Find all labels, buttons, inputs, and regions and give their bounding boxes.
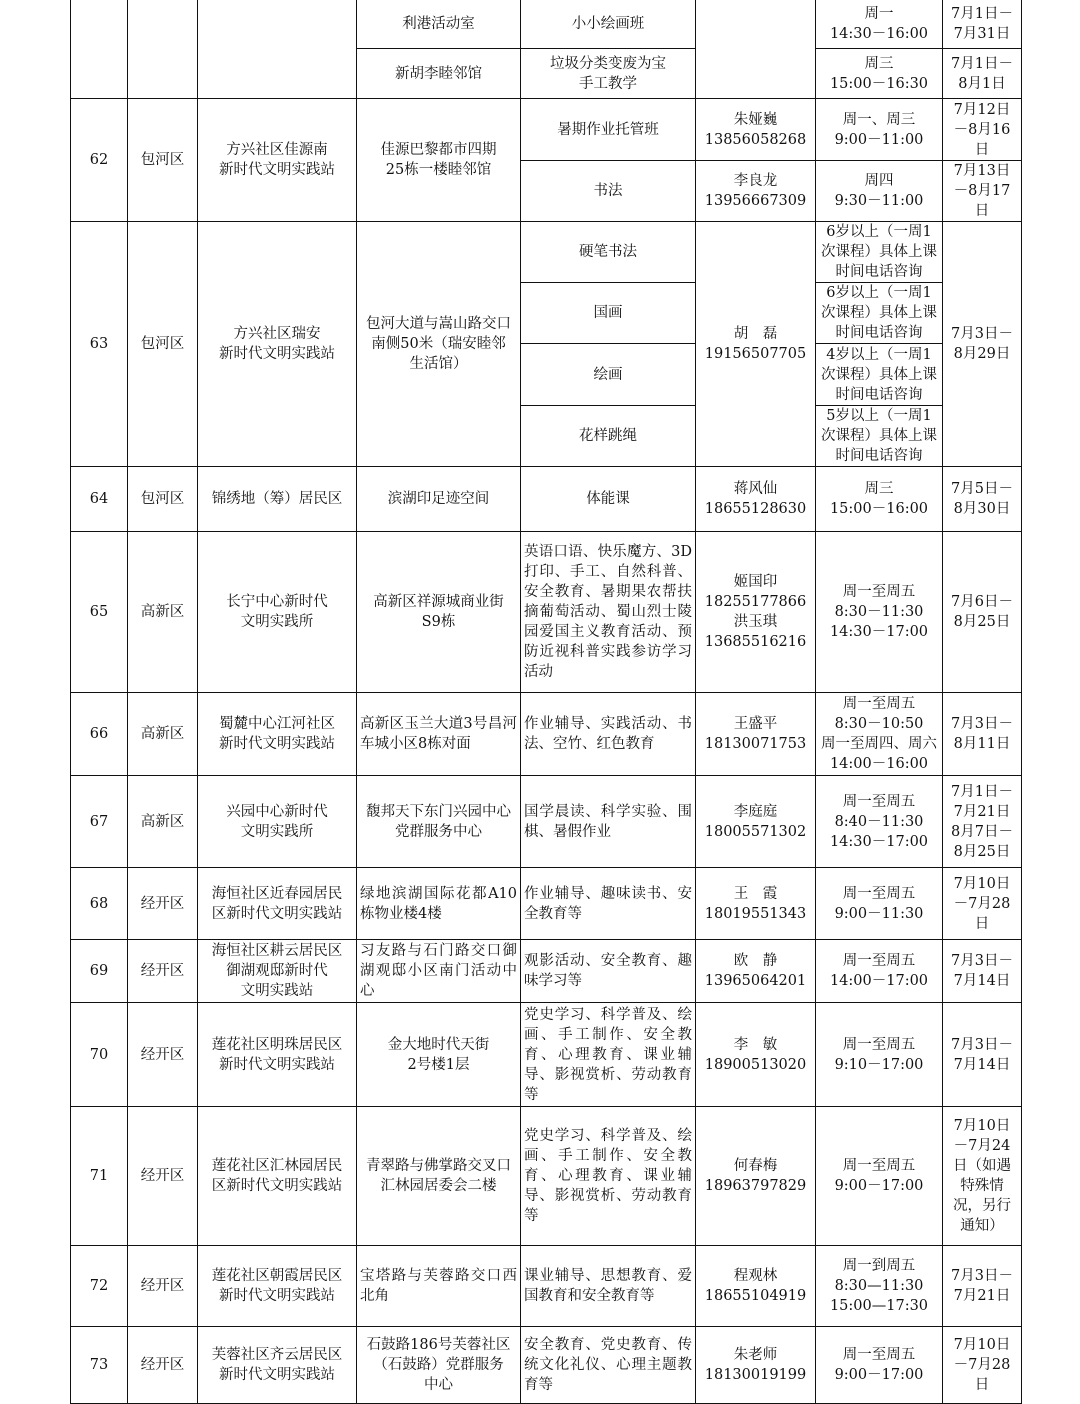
cell-period: 7月3日－ 7月21日 [951, 1268, 1013, 1304]
cell-contact: 朱老师 18130019199 [704, 1347, 807, 1383]
cell-period: 7月3日－ 7月14日 [951, 953, 1013, 989]
cell-district: 高新区 [140, 726, 185, 742]
cell-activity: 绘画 [593, 366, 623, 383]
cell-activity: 作业辅导、实践活动、书法、空竹、红色教育 [524, 716, 692, 752]
cell-location: 石鼓路186号芙蓉社区（石鼓路）党群服务 中心 [366, 1337, 511, 1393]
cell-district: 包河区 [140, 491, 185, 507]
cell-location: 佳源巴黎都市四期 25栋一楼睦邻馆 [380, 142, 497, 178]
cell-location: 绿地滨湖国际花都A10栋物业楼4楼 [360, 885, 517, 922]
cell-contact: 欧 静 13965064201 [704, 953, 807, 989]
cell-activity: 课业辅导、思想教育、爱国教育和安全教育等 [524, 1268, 692, 1304]
cell-period: 7月12日 －8月16 日 [953, 101, 1011, 158]
cell-activity: 安全教育、党史教育、传统文化礼仪、心理主题教育等 [524, 1337, 692, 1393]
cell-district: 经开区 [140, 1168, 185, 1184]
cell-period: 7月10日 －7月28 日 [953, 1337, 1011, 1393]
cell-no: 73 [89, 1357, 109, 1373]
cell-contact: 王 霞 18019551343 [704, 885, 807, 922]
cell-name: 海恒社区近春园居民 区新时代文明实践站 [211, 885, 343, 922]
cell-schedule: 6岁以上（一周1 次课程）具体上课 时间电话咨询 [821, 224, 937, 280]
cell-location: 包河大道与嵩山路交口 南侧50米（瑞安睦邻 生活馆） [366, 316, 511, 372]
cell-location: 金大地时代天街 2号楼1层 [387, 1036, 490, 1073]
cell-no: 70 [89, 1046, 109, 1063]
cell-activity: 垃圾分类变废为宝 手工教学 [550, 55, 666, 92]
cell-schedule: 周一至周五 8:30－10:50 周一至周四、周六 14:00－16:00 [821, 696, 937, 772]
cell-period: 7月10日 －7月24 日（如遇 特殊情 况，另行 通知） [953, 1118, 1011, 1234]
cell-no: 66 [89, 726, 109, 742]
cell-district: 高新区 [140, 813, 185, 830]
cell-name: 海恒社区耕云居民区 御湖观邸新时代 文明实践站 [211, 943, 343, 999]
cell-name: 蜀麓中心江河社区 新时代文明实践站 [219, 716, 335, 752]
cell-schedule: 4岁以上（一周1 次课程）具体上课 时间电话咨询 [821, 346, 937, 403]
cell-activity: 硬笔书法 [579, 244, 637, 260]
cell-contact: 王盛平 18130071753 [704, 716, 807, 752]
cell-period: 7月13日 －8月17 日 [953, 163, 1011, 219]
cell-no: 62 [89, 152, 109, 168]
cell-district: 经开区 [140, 1046, 185, 1063]
cell-name: 芙蓉社区齐云居民区 新时代文明实践站 [211, 1347, 343, 1383]
cell-schedule: 周一至周五 14:00－17:00 [829, 953, 929, 989]
cell-period: 7月6日－ 8月25日 [951, 594, 1013, 630]
cell-location: 新胡李睦邻馆 [395, 65, 482, 82]
cell-name: 莲花社区朝霞居民区 新时代文明实践站 [211, 1268, 343, 1304]
cell-contact: 何春梅 18963797829 [704, 1158, 807, 1194]
cell-name: 方兴社区佳源南 新时代文明实践站 [219, 142, 335, 178]
cell-schedule: 周一、周三 9:00－11:00 [834, 111, 924, 148]
cell-schedule: 6岁以上（一周1 次课程）具体上课 时间电话咨询 [821, 285, 937, 341]
cell-period: 7月1日－ 7月21日 8月7日－ 8月25日 [951, 783, 1013, 860]
cell-location: 高新区玉兰大道3号昌河车城小区8栋对面 [360, 716, 517, 752]
cell-contact: 李 敏 18900513020 [704, 1036, 807, 1073]
cell-period: 7月3日－ 7月14日 [951, 1036, 1013, 1073]
cell-schedule: 周一至周五 9:00－17:00 [834, 1347, 924, 1383]
cell-contact: 朱娅巍 13856058268 [704, 111, 807, 148]
cell-schedule: 周三 15:00－16:30 [829, 55, 929, 92]
cell-activity: 党史学习、科学普及、绘画、手工制作、安全教育、心理教育、课业辅导、影视赏析、劳动教育等 [524, 1128, 692, 1224]
cell-district: 经开区 [140, 1357, 185, 1373]
cell-period: 7月10日 －7月28 日 [953, 875, 1011, 932]
cell-name: 方兴社区瑞安 新时代文明实践站 [219, 326, 335, 362]
cell-name: 莲花社区汇林园居民 区新时代文明实践站 [211, 1158, 343, 1194]
cell-contact: 李庭庭 18005571302 [704, 803, 807, 840]
cell-name: 锦绣地（筹）居民区 [211, 491, 343, 507]
cell-activity: 小小绘画班 [571, 16, 645, 32]
cell-activity: 英语口语、快乐魔方、3D打印、手工、自然科普、安全教育、暑期果农帮扶摘葡萄活动、蜀山烈士陵园爱国主义教育活动、预防近视科普实践参访学习活动 [524, 544, 692, 680]
cell-period: 7月3日－ 8月29日 [951, 326, 1013, 362]
cell-location: 宝塔路与芙蓉路交口西北角 [360, 1268, 517, 1304]
cell-name: 莲花社区明珠居民区 新时代文明实践站 [211, 1036, 343, 1073]
cell-no: 72 [89, 1278, 109, 1294]
cell-district: 经开区 [140, 963, 185, 979]
cell-contact: 程观林 18655104919 [704, 1268, 807, 1304]
cell-schedule: 周一至周五 9:00－17:00 [834, 1158, 924, 1194]
cell-activity: 花样跳绳 [579, 428, 637, 444]
cell-activity: 国学晨读、科学实验、围棋、暑假作业 [524, 803, 692, 840]
cell-no: 63 [89, 336, 109, 352]
cell-activity: 观影活动、安全教育、趣味学习等 [524, 953, 692, 989]
cell-activity: 书法 [593, 183, 623, 199]
cell-no: 68 [89, 895, 109, 912]
cell-activity: 暑期作业托管班 [557, 121, 659, 138]
cell-schedule: 5岁以上（一周1 次课程）具体上课 时间电话咨询 [821, 408, 937, 464]
cell-location: 利港活动室 [402, 16, 475, 32]
cell-schedule: 周一至周五 8:40－11:30 14:30－17:00 [829, 793, 929, 850]
cell-activity: 作业辅导、趣味读书、安全教育等 [524, 885, 692, 922]
cell-contact: 胡 磊 19156507705 [704, 326, 807, 362]
cell-district: 经开区 [140, 1278, 185, 1294]
cell-no: 64 [89, 491, 109, 507]
cell-name: 兴园中心新时代 文明实践所 [226, 803, 328, 840]
cell-name: 长宁中心新时代 文明实践所 [226, 594, 328, 630]
cell-schedule: 周一至周五 8:30－11:30 14:30－17:00 [829, 584, 929, 640]
cell-district: 包河区 [140, 336, 185, 352]
cell-period: 7月1日－ 7月31日 [951, 6, 1013, 42]
cell-district: 经开区 [140, 895, 185, 912]
cell-no: 71 [89, 1168, 109, 1184]
cell-period: 7月1日－ 8月1日 [951, 55, 1013, 92]
cell-location: 高新区祥源城商业街 S9栋 [373, 594, 504, 630]
cell-location: 青翠路与佛掌路交叉口 汇林园居委会二楼 [366, 1158, 511, 1194]
cell-contact: 蒋风仙 18655128630 [704, 481, 807, 517]
cell-no: 65 [89, 604, 109, 620]
cell-schedule: 周四 9:30－11:00 [834, 173, 924, 209]
cell-activity: 党史学习、科学普及、绘画、手工制作、安全教育、心理教育、课业辅导、影视赏析、劳动教育等 [524, 1006, 692, 1103]
cell-schedule: 周一至周五 9:00－11:30 [834, 885, 924, 922]
cell-activity: 体能课 [586, 491, 630, 507]
cell-contact: 李良龙 13956667309 [704, 173, 807, 209]
cell-activity: 国画 [593, 305, 623, 321]
cell-schedule: 周一 14:30－16:00 [829, 6, 929, 42]
cell-schedule: 周一至周五 9:10－17:00 [834, 1036, 924, 1073]
cell-contact: 姬国印 18255177866 洪玉琪 13685516216 [704, 574, 807, 650]
cell-period: 7月3日－ 8月11日 [951, 716, 1013, 752]
cell-district: 高新区 [140, 604, 185, 620]
schedule-table [70, 0, 1022, 1404]
cell-district: 包河区 [140, 152, 185, 168]
cell-location: 习友路与石门路交口御湖观邸小区南门活动中心 [360, 943, 517, 999]
cell-period: 7月5日－ 8月30日 [951, 481, 1013, 517]
cell-no: 69 [89, 963, 109, 979]
cell-location: 馥邦天下东门兴园中心 党群服务中心 [366, 803, 511, 840]
grid-line [1021, 0, 1022, 1404]
cell-schedule: 周一到周五 8:30—11:30 15:00—17:30 [829, 1258, 929, 1314]
cell-location: 滨湖印足迹空间 [387, 491, 490, 507]
cell-no: 67 [89, 813, 109, 830]
cell-schedule: 周三 15:00－16:00 [829, 481, 929, 517]
